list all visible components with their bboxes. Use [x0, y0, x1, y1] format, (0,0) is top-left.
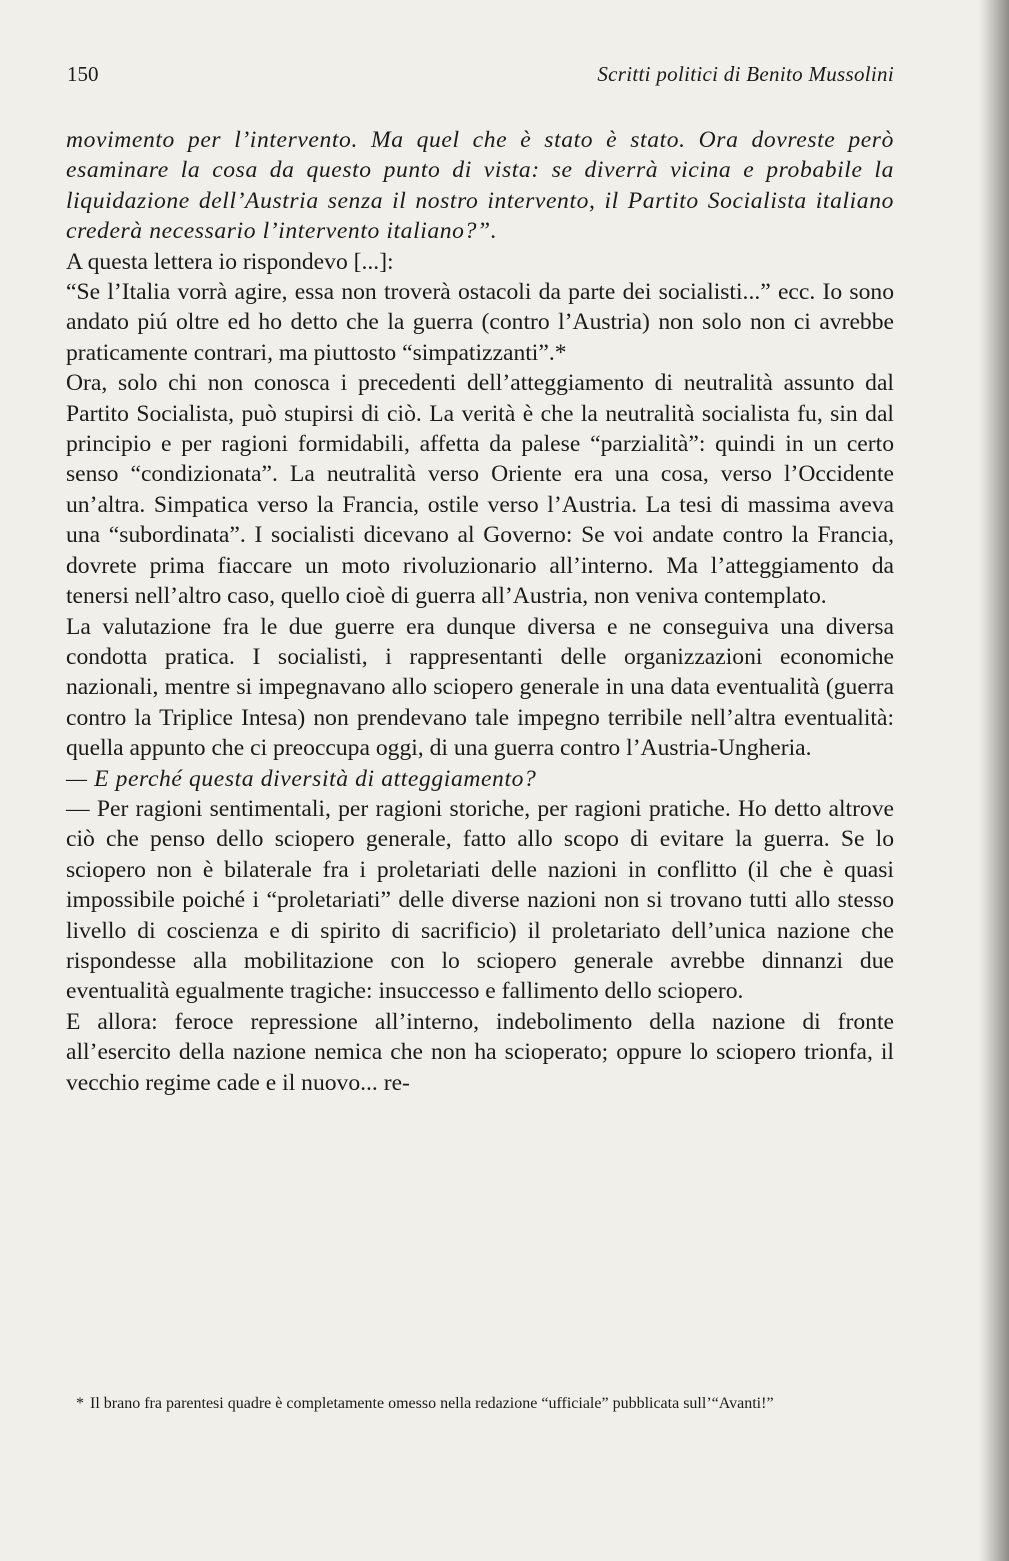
paragraph-question: — E perché questa diversità di atteggiamento?: [66, 765, 537, 792]
page-header: [67, 62, 894, 92]
page-edge-shadow: [979, 0, 1009, 1561]
running-title: Scritti politici di Benito Mussolini: [597, 62, 894, 86]
body-text: [66, 125, 894, 1098]
paragraph-answer: — Per ragioni sentimentali, per ragioni storiche, per ragioni pratiche. Ho detto altrove ciò che penso dello sciopero generale, fatto allo scopo di evitare la guerra. Se lo sciopero non è bilaterale fra i proletariati delle nazioni in conflitto (il che è quasi impossibile poiché i “proletariati” delle diverse nazioni non si trovano tutti allo stesso livello di coscienza e di spirito di sacrificio) il proletariato dell’unica nazione che rispondesse alla mobilitazione con lo sciopero generale avrebbe dinnanzi due eventualità egualmente tragiche: insuccesso e fallimento dello sciopero.: [66, 795, 894, 1005]
paragraph-reply-quote: “Se l’Italia vorrà agire, essa non troverà ostacoli da parte dei socialisti...” ecc. Io sono andato piú oltre ed ho detto che la guerra (contro l’Austria) non solo non ci avrebbe praticamente contrari, ma piuttosto “simpatizzanti”.*: [66, 279, 894, 366]
footnote: [66, 1394, 894, 1413]
paragraph-valuation: La valutazione fra le due guerre era dunque diversa e ne conseguiva una diversa condotta pratica. I socialisti, i rappresentanti delle organizzazioni economiche nazionali, mentre si impegnavano allo sciopero generale in una data eventualità (guerra contro la Triplice Intesa) non prendevano tale impegno terribile nell’altra eventualità: quella appunto che ci preoccupa oggi, di una guerra contro l’Austria-Ungheria.: [66, 613, 894, 762]
footnote-mark: *: [76, 1395, 84, 1412]
footnote-text: Il brano fra parentesi quadre è completamente omesso nella redazione “ufficiale” pubblicata sull’“Avanti!”: [90, 1395, 774, 1412]
paragraph-consequence: E allora: feroce repressione all’interno, indebolimento della nazione di fronte all’esercito della nazione nemica che non ha scioperato; oppure lo sciopero trionfa, il vecchio regime cade e il nuovo... re-: [66, 1008, 894, 1096]
paragraph-reply-intro: A questa lettera io rispondevo [...]:: [66, 248, 394, 275]
page-number: 150: [67, 62, 99, 86]
paragraph-letter-quote: movimento per l’intervento. Ma quel che è stato è stato. Ora dovreste però esaminare la cosa da questo punto di vista: se diverrà vicina e probabile la liquidazione dell’Austria senza il nostro intervento, il Partito Socialista italiano crederà necessario l’intervento italiano?”.: [66, 127, 894, 245]
paragraph-neutrality: Ora, solo chi non conosca i precedenti dell’atteggiamento di neutralità assunto dal Partito Socialista, può stupirsi di ciò. La verità è che la neutralità socialista fu, sin dal principio e per ragioni formidabili, affetta da palese “parzialità”: quindi in un certo senso “condizionata”. La neutralità verso Oriente era una cosa, verso l’Occidente un’altra. Simpatica verso la Francia, ostile verso l’Austria. La tesi di massima aveva una “subordinata”. I socialisti dicevano al Governo: Se voi andate contro la Francia, dovrete prima fiaccare un moto rivoluzionario all’interno. Ma l’atteggiamento da tenersi nell’altro caso, quello cioè di guerra all’Austria, non veniva contemplato.: [66, 370, 894, 610]
